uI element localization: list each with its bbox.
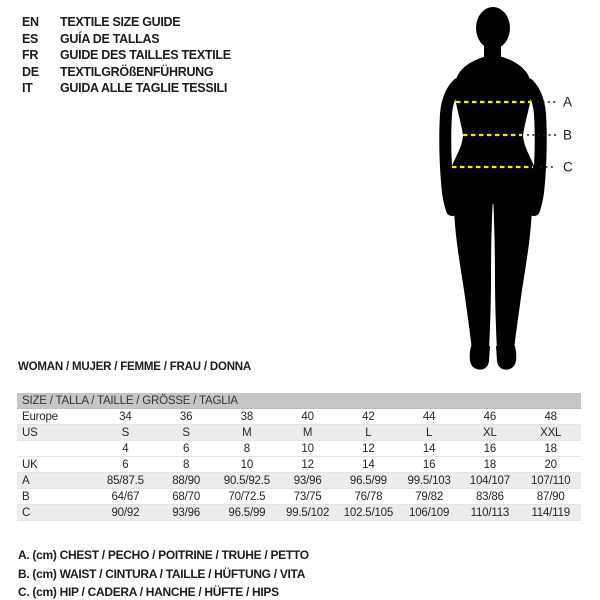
language-title: TEXTILGRÖßENFÜHRUNG [60, 64, 214, 79]
silhouette-right-foot [496, 346, 516, 370]
silhouette-left-foot [470, 346, 490, 370]
row-label: Europe [17, 409, 95, 425]
size-table-body [17, 393, 581, 521]
language-title-list [22, 14, 231, 97]
marker-label-chest: A [563, 94, 573, 110]
size-cell: 107/110 [520, 473, 581, 489]
size-cell: 96.5/99 [338, 473, 399, 489]
size-cell: 14 [338, 457, 399, 473]
table-row [17, 409, 581, 425]
table-header-row [17, 393, 581, 409]
size-cell: 40 [277, 409, 338, 425]
row-label: US [17, 425, 95, 441]
marker-label-hip: C [563, 159, 573, 175]
woman-silhouette-figure [420, 0, 600, 385]
woman-silhouette [445, 7, 540, 370]
size-cell: 6 [95, 457, 156, 473]
language-code: EN [22, 15, 39, 29]
size-cell: 10 [277, 441, 338, 457]
size-cell: 10 [217, 457, 278, 473]
language-code: ES [22, 31, 39, 46]
table-row [17, 457, 581, 473]
silhouette-left-leg [454, 192, 493, 350]
size-cell: 102.5/105 [338, 505, 399, 521]
size-cell: 68/70 [156, 489, 217, 505]
language-title: TEXTILE SIZE GUIDE [60, 15, 181, 29]
language-title-row [22, 64, 231, 81]
marker-labels [563, 95, 573, 175]
size-cell: 70/72.5 [217, 489, 278, 505]
size-cell: 44 [399, 409, 460, 425]
language-title-row [22, 31, 231, 48]
table-row [17, 505, 581, 521]
size-cell: 83/86 [460, 489, 521, 505]
section-title: WOMAN / MUJER / FEMME / FRAU / DONNA [18, 361, 252, 373]
size-table [17, 393, 581, 521]
size-cell: 18 [460, 457, 521, 473]
row-label: B [17, 489, 95, 505]
size-cell: 14 [399, 441, 460, 457]
language-code: FR [22, 48, 39, 62]
size-cell: 4 [95, 441, 156, 457]
language-title: GUÍA DE TALLAS [60, 31, 160, 46]
size-cell: 46 [460, 409, 521, 425]
row-label: C [17, 505, 95, 521]
size-cell: 34 [95, 409, 156, 425]
table-row [17, 425, 581, 441]
size-cell: 42 [338, 409, 399, 425]
row-label: UK [17, 457, 95, 473]
size-cell: XXL [520, 425, 581, 441]
table-row [17, 441, 581, 457]
silhouette-torso [450, 56, 537, 204]
size-cell: 99.5/102 [277, 505, 338, 521]
row-label [17, 441, 95, 457]
legend-line: A. (cm) CHEST / PECHO / POITRINE / TRUHE / PETTO [18, 548, 309, 562]
language-code: DE [22, 64, 39, 79]
language-title-row [22, 14, 231, 31]
size-cell: M [277, 425, 338, 441]
language-title-row [22, 80, 231, 97]
legend-line: C. (cm) HIP / CADERA / HANCHE / HÜFTE / HIPS [18, 585, 279, 599]
size-cell: S [156, 425, 217, 441]
size-cell: 90/92 [95, 505, 156, 521]
size-cell: 110/113 [460, 505, 521, 521]
marker-label-waist: B [563, 127, 573, 143]
size-cell: M [217, 425, 278, 441]
size-cell: 73/75 [277, 489, 338, 505]
size-cell: 93/96 [156, 505, 217, 521]
size-cell: 16 [460, 441, 521, 457]
size-cell: 88/90 [156, 473, 217, 489]
size-cell: 96.5/99 [217, 505, 278, 521]
size-cell: L [399, 425, 460, 441]
measurement-legend [18, 546, 309, 600]
table-row [17, 473, 581, 489]
size-cell: 76/78 [338, 489, 399, 505]
size-cell: 104/107 [460, 473, 521, 489]
size-cell: 12 [338, 441, 399, 457]
language-title-row [22, 47, 231, 64]
size-cell: 90.5/92.5 [217, 473, 278, 489]
language-code: IT [22, 81, 33, 95]
size-cell: 36 [156, 409, 217, 425]
size-cell: 87/90 [520, 489, 581, 505]
size-cell: 12 [277, 457, 338, 473]
size-cell: 114/119 [520, 505, 581, 521]
size-cell: 8 [156, 457, 217, 473]
size-cell: 8 [217, 441, 278, 457]
size-cell: S [95, 425, 156, 441]
size-cell: XL [460, 425, 521, 441]
size-cell: 85/87.5 [95, 473, 156, 489]
silhouette-right-leg [493, 192, 532, 350]
row-label: A [17, 473, 95, 489]
size-cell: 38 [217, 409, 278, 425]
size-cell: 48 [520, 409, 581, 425]
size-cell: 6 [156, 441, 217, 457]
size-cell: 20 [520, 457, 581, 473]
size-cell: L [338, 425, 399, 441]
size-cell: 93/96 [277, 473, 338, 489]
language-title: GUIDA ALLE TAGLIE TESSILI [60, 81, 228, 95]
legend-line: B. (cm) WAIST / CINTURA / TAILLE / HÜFTUNG / VITA [18, 566, 306, 581]
size-cell: 18 [520, 441, 581, 457]
size-cell: 106/109 [399, 505, 460, 521]
language-title: GUIDE DES TAILLES TEXTILE [60, 48, 231, 62]
size-cell: 16 [399, 457, 460, 473]
size-cell: 79/82 [399, 489, 460, 505]
table-header-label: SIZE / TALLA / TAILLE / GRÖSSE / TAGLIA [17, 393, 581, 409]
size-cell: 99.5/103 [399, 473, 460, 489]
table-row [17, 489, 581, 505]
size-cell: 64/67 [95, 489, 156, 505]
